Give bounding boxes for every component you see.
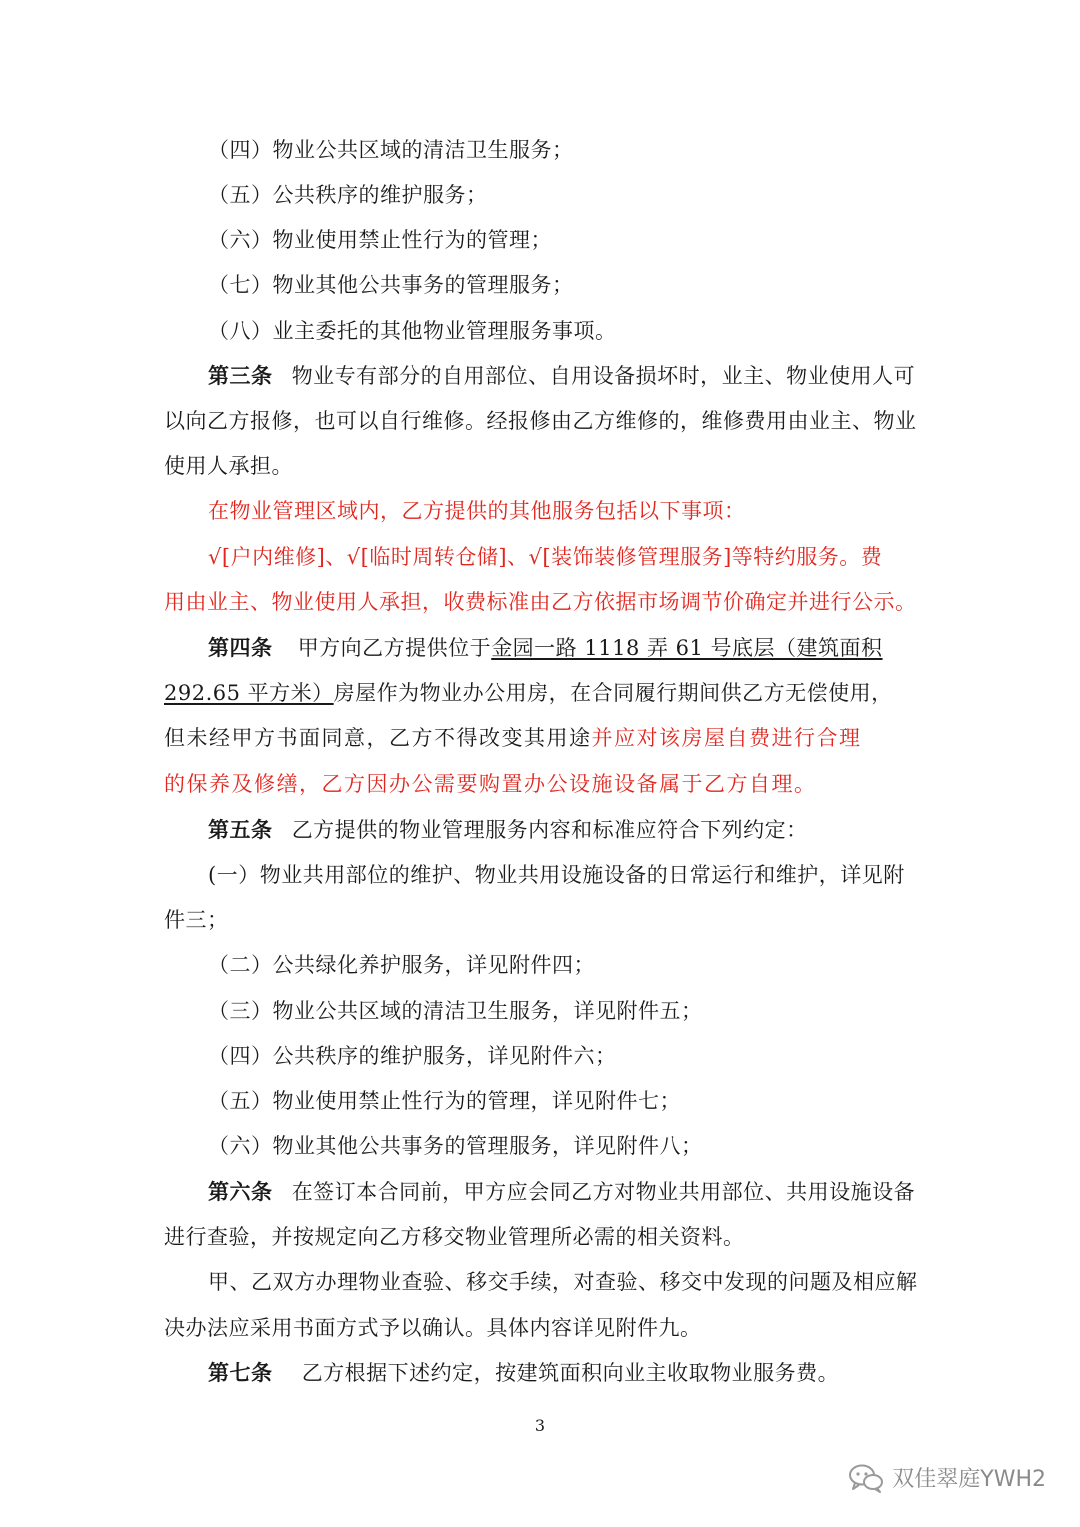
article-text: 乙方提供的物业管理服务内容和标准应符合下列约定： [291,818,808,842]
article-text: 在签订本合同前，甲方应会同乙方对物业共用部位、共用设施设备 [291,1180,916,1204]
article-label: 第四条 [208,636,273,660]
list-item: （三）物业公共区域的清洁卫生服务，详见附件五； [208,999,703,1023]
list-item: （六）物业其他公共事务的管理服务，详见附件八； [208,1134,703,1158]
article-red-text: 并应对该房屋自费进行合理 [591,726,862,750]
wechat-icon [848,1463,884,1493]
list-item: （四）公共秩序的维护服务，详见附件六； [208,1044,617,1068]
article-label: 第六条 [208,1180,273,1204]
article-6-line-1 [208,1177,915,1207]
article-5-line-1 [208,815,808,845]
watermark-text: 双佳翠庭YWH2 [892,1467,1046,1492]
article-4-line-3 [164,723,862,753]
article-3-line-1 [208,361,915,391]
article-3-line-3: 使用人承担。 [164,454,293,478]
article-4-line-1 [208,633,883,663]
list-item: （六）物业使用禁止性行为的管理； [208,228,552,252]
article-text: 物业专有部分的自用部位、自用设备损坏时，业主、物业使用人可 [291,364,916,388]
article-4-line-2 [164,678,893,708]
article-6-line-3: 甲、乙双方办理物业查验、移交手续，对查验、移交中发现的问题及相应解 [208,1270,918,1294]
underlined-area: 292.65 平方米） [164,681,334,705]
article-6-line-4: 决办法应采用书面方式予以确认。具体内容详见附件九。 [164,1316,702,1340]
article-3-red-line-1: 在物业管理区域内，乙方提供的其他服务包括以下事项： [208,499,746,523]
article-3-red-line-2: √[户内维修]、√[临时周转仓储]、√[装饰装修管理服务]等特约服务。费 [208,545,883,569]
list-item: （二）公共绿化养护服务，详见附件四； [208,953,595,977]
list-item: （七）物业其他公共事务的管理服务； [208,273,574,297]
list-item: 件三； [164,908,229,932]
article-text: 甲方向乙方提供位于 [297,636,492,660]
watermark [848,1462,1046,1493]
article-7-line-1 [208,1358,839,1388]
list-item: （五）公共秩序的维护服务； [208,183,488,207]
article-text: 乙方根据下述约定，按建筑面积向业主收取物业服务费。 [301,1361,840,1385]
article-3-line-2: 以向乙方报修，也可以自行维修。经报修由乙方维修的，维修费用由业主、物业 [164,409,917,433]
list-item: (一）物业共用部位的维护、物业共用设施设备的日常运行和维护，详见附 [208,863,905,887]
article-text: 房屋作为物业办公用房，在合同履行期间供乙方无偿使用， [333,681,893,705]
page-number: 3 [534,1416,546,1435]
article-text: 但未经甲方书面同意，乙方不得改变其用途 [164,726,592,750]
list-item: （八）业主委托的其他物业管理服务事项。 [208,319,617,343]
article-6-line-2: 进行查验，并按规定向乙方移交物业管理所必需的相关资料。 [164,1225,745,1249]
article-label: 第五条 [208,818,273,842]
article-label: 第三条 [208,364,273,388]
list-item: （五）物业使用禁止性行为的管理，详见附件七； [208,1089,681,1113]
article-label: 第七条 [208,1361,273,1385]
underlined-address: 金园一路 1118 弄 61 号底层（建筑面积 [491,636,883,660]
list-item: （四）物业公共区域的清洁卫生服务； [208,138,574,162]
article-4-line-4: 的保养及修缮，乙方因办公需要购置办公设施设备属于乙方自理。 [164,772,817,796]
article-3-red-line-3: 用由业主、物业使用人承担，收费标准由乙方依据市场调节价确定并进行公示。 [164,590,917,614]
